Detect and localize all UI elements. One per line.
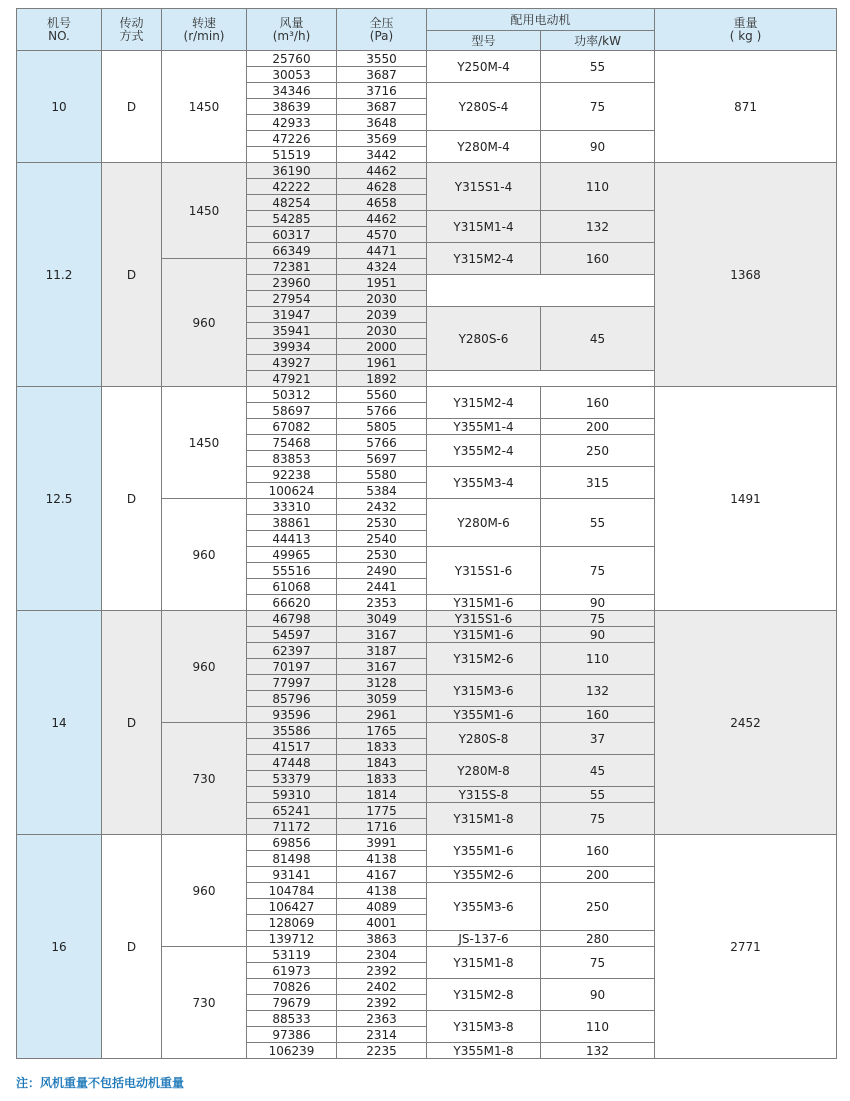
header-fan-no-en: NO. xyxy=(48,28,70,43)
motor-model-cell: Y315S1-6 xyxy=(427,547,541,595)
speed-cell: 1450 xyxy=(162,51,247,163)
pressure-cell: 1833 xyxy=(337,739,427,755)
flow-cell: 93141 xyxy=(247,867,337,883)
header-pressure-line1: 全压 xyxy=(369,15,394,30)
speed-cell: 960 xyxy=(162,499,247,611)
motor-power-cell: 280 xyxy=(541,931,655,947)
flow-cell: 60317 xyxy=(247,227,337,243)
flow-cell: 47226 xyxy=(247,131,337,147)
motor-power-cell: 110 xyxy=(541,1011,655,1043)
flow-cell: 85796 xyxy=(247,691,337,707)
pressure-cell: 2441 xyxy=(337,579,427,595)
table-row xyxy=(17,835,837,851)
pressure-cell: 2000 xyxy=(337,339,427,355)
flow-cell: 70826 xyxy=(247,979,337,995)
drive-cell: D xyxy=(102,835,162,1059)
motor-model-cell: Y280M-6 xyxy=(427,499,541,547)
pressure-cell: 3550 xyxy=(337,51,427,67)
flow-cell: 47448 xyxy=(247,755,337,771)
motor-power-cell: 55 xyxy=(541,51,655,83)
motor-model-cell: Y250M-4 xyxy=(427,51,541,83)
table-row xyxy=(17,387,837,403)
flow-cell: 42933 xyxy=(247,115,337,131)
flow-cell: 23960 xyxy=(247,275,337,291)
header-fan-no xyxy=(17,9,102,51)
motor-power-cell: 250 xyxy=(541,883,655,931)
motor-power-cell: 75 xyxy=(541,611,655,627)
motor-model-cell: Y315M3-6 xyxy=(427,675,541,707)
flow-cell: 39934 xyxy=(247,339,337,355)
motor-model-cell: Y355M1-4 xyxy=(427,419,541,435)
pressure-cell: 5384 xyxy=(337,483,427,499)
motor-power-cell: 55 xyxy=(541,499,655,547)
pressure-cell: 3687 xyxy=(337,67,427,83)
flow-cell: 104784 xyxy=(247,883,337,899)
pressure-cell: 5580 xyxy=(337,467,427,483)
pressure-cell: 2030 xyxy=(337,323,427,339)
fan-no-cell: 16 xyxy=(17,835,102,1059)
pressure-cell: 3648 xyxy=(337,115,427,131)
flow-cell: 47921 xyxy=(247,371,337,387)
weight-cell: 1368 xyxy=(655,163,837,387)
motor-power-cell: 250 xyxy=(541,435,655,467)
pressure-cell: 1765 xyxy=(337,723,427,739)
pressure-cell: 1814 xyxy=(337,787,427,803)
pressure-cell: 3716 xyxy=(337,83,427,99)
motor-power-cell: 75 xyxy=(541,803,655,835)
weight-cell: 871 xyxy=(655,51,837,163)
drive-cell: D xyxy=(102,387,162,611)
flow-cell: 58697 xyxy=(247,403,337,419)
pressure-cell: 1892 xyxy=(337,371,427,387)
flow-cell: 93596 xyxy=(247,707,337,723)
flow-cell: 51519 xyxy=(247,147,337,163)
flow-cell: 70197 xyxy=(247,659,337,675)
flow-cell: 34346 xyxy=(247,83,337,99)
pressure-cell: 3059 xyxy=(337,691,427,707)
flow-cell: 106239 xyxy=(247,1043,337,1059)
motor-power-cell: 75 xyxy=(541,547,655,595)
motor-model-cell: Y355M3-4 xyxy=(427,467,541,499)
flow-cell: 75468 xyxy=(247,435,337,451)
flow-cell: 65241 xyxy=(247,803,337,819)
motor-power-cell: 37 xyxy=(541,723,655,755)
motor-power-cell: 45 xyxy=(541,307,655,371)
pressure-cell: 4138 xyxy=(337,883,427,899)
footnote: 注：风机重量不包括电动机重量 xyxy=(16,1076,185,1090)
motor-model-cell: Y315M2-6 xyxy=(427,643,541,675)
fan-no-cell: 10 xyxy=(17,51,102,163)
flow-cell: 61068 xyxy=(247,579,337,595)
header-weight-line1: 重量 xyxy=(733,15,758,30)
header-speed-line2: (r/min) xyxy=(183,28,225,43)
pressure-cell: 2039 xyxy=(337,307,427,323)
pressure-cell: 4462 xyxy=(337,163,427,179)
motor-model-cell: Y355M1-8 xyxy=(427,1043,541,1059)
pressure-cell: 4138 xyxy=(337,851,427,867)
pressure-cell: 4001 xyxy=(337,915,427,931)
pressure-cell: 5766 xyxy=(337,403,427,419)
weight-cell: 1491 xyxy=(655,387,837,611)
fan-spec-table xyxy=(16,8,837,1059)
motor-model-cell: Y355M2-6 xyxy=(427,867,541,883)
flow-cell: 59310 xyxy=(247,787,337,803)
pressure-cell: 2304 xyxy=(337,947,427,963)
pressure-cell: 2314 xyxy=(337,1027,427,1043)
flow-cell: 43927 xyxy=(247,355,337,371)
motor-model-cell: Y280S-8 xyxy=(427,723,541,755)
pressure-cell: 2030 xyxy=(337,291,427,307)
pressure-cell: 2353 xyxy=(337,595,427,611)
speed-cell: 960 xyxy=(162,835,247,947)
flow-cell: 30053 xyxy=(247,67,337,83)
pressure-cell: 2530 xyxy=(337,547,427,563)
flow-cell: 33310 xyxy=(247,499,337,515)
motor-power-cell: 90 xyxy=(541,595,655,611)
motor-model-cell: Y280S-6 xyxy=(427,307,541,371)
header-flow-line2: (m³/h) xyxy=(272,28,311,43)
pressure-cell: 4658 xyxy=(337,195,427,211)
header-flow xyxy=(247,9,337,51)
table-row xyxy=(17,163,837,179)
pressure-cell: 4167 xyxy=(337,867,427,883)
flow-cell: 88533 xyxy=(247,1011,337,1027)
motor-model-cell: Y315M2-4 xyxy=(427,243,541,275)
flow-cell: 49965 xyxy=(247,547,337,563)
flow-cell: 62397 xyxy=(247,643,337,659)
flow-cell: 72381 xyxy=(247,259,337,275)
header-weight-line2: ( kg ) xyxy=(729,28,762,43)
drive-cell: D xyxy=(102,163,162,387)
pressure-cell: 2392 xyxy=(337,995,427,1011)
pressure-cell: 2363 xyxy=(337,1011,427,1027)
motor-power-cell: 200 xyxy=(541,419,655,435)
pressure-cell: 2432 xyxy=(337,499,427,515)
header-speed-line1: 转速 xyxy=(191,15,216,30)
flow-cell: 128069 xyxy=(247,915,337,931)
motor-power-cell: 75 xyxy=(541,947,655,979)
drive-cell: D xyxy=(102,611,162,835)
flow-cell: 83853 xyxy=(247,451,337,467)
header-weight xyxy=(655,9,837,51)
flow-cell: 48254 xyxy=(247,195,337,211)
pressure-cell: 3167 xyxy=(337,659,427,675)
motor-power-cell: 160 xyxy=(541,707,655,723)
motor-power-cell: 90 xyxy=(541,627,655,643)
motor-model-cell: Y315M2-8 xyxy=(427,979,541,1011)
pressure-cell: 1843 xyxy=(337,755,427,771)
pressure-cell: 2490 xyxy=(337,563,427,579)
header-motor-group: 配用电动机 xyxy=(427,9,655,31)
pressure-cell: 5697 xyxy=(337,451,427,467)
pressure-cell: 4324 xyxy=(337,259,427,275)
motor-power-cell: 75 xyxy=(541,83,655,131)
fan-no-cell: 12.5 xyxy=(17,387,102,611)
flow-cell: 36190 xyxy=(247,163,337,179)
motor-model-cell: Y315M3-8 xyxy=(427,1011,541,1043)
flow-cell: 50312 xyxy=(247,387,337,403)
flow-cell: 139712 xyxy=(247,931,337,947)
motor-power-cell: 315 xyxy=(541,467,655,499)
fan-no-cell: 14 xyxy=(17,611,102,835)
flow-cell: 77997 xyxy=(247,675,337,691)
flow-cell: 53379 xyxy=(247,771,337,787)
flow-cell: 46798 xyxy=(247,611,337,627)
pressure-cell: 5766 xyxy=(337,435,427,451)
flow-cell: 54285 xyxy=(247,211,337,227)
motor-power-cell: 132 xyxy=(541,211,655,243)
pressure-cell: 2540 xyxy=(337,531,427,547)
flow-cell: 31947 xyxy=(247,307,337,323)
table-row xyxy=(17,611,837,627)
pressure-cell: 2961 xyxy=(337,707,427,723)
speed-cell: 730 xyxy=(162,947,247,1059)
motor-model-cell: Y280M-8 xyxy=(427,755,541,787)
speed-cell: 1450 xyxy=(162,163,247,259)
table-body xyxy=(17,51,837,1059)
flow-cell: 79679 xyxy=(247,995,337,1011)
motor-model-cell: Y315S1-4 xyxy=(427,163,541,211)
flow-cell: 71172 xyxy=(247,819,337,835)
pressure-cell: 4471 xyxy=(337,243,427,259)
flow-cell: 41517 xyxy=(247,739,337,755)
motor-model-cell: Y315M1-8 xyxy=(427,947,541,979)
header-drive-line1: 传动 xyxy=(119,15,144,30)
motor-model-cell: Y315M1-4 xyxy=(427,211,541,243)
speed-cell: 1450 xyxy=(162,387,247,499)
flow-cell: 100624 xyxy=(247,483,337,499)
speed-cell: 960 xyxy=(162,259,247,387)
pressure-cell: 1716 xyxy=(337,819,427,835)
header-fan-no-cn: 机号 xyxy=(46,15,71,30)
header-motor-power: 功率/kW xyxy=(541,31,655,51)
pressure-cell: 1833 xyxy=(337,771,427,787)
pressure-cell: 3991 xyxy=(337,835,427,851)
motor-model-cell: Y355M2-4 xyxy=(427,435,541,467)
flow-cell: 66620 xyxy=(247,595,337,611)
motor-power-cell: 200 xyxy=(541,867,655,883)
table-row xyxy=(17,51,837,67)
header-motor-model: 型号 xyxy=(427,31,541,51)
motor-model-cell: Y355M1-6 xyxy=(427,707,541,723)
motor-model-cell: Y315S1-6 xyxy=(427,611,541,627)
pressure-cell: 4628 xyxy=(337,179,427,195)
flow-cell: 44413 xyxy=(247,531,337,547)
flow-cell: 55516 xyxy=(247,563,337,579)
flow-cell: 25760 xyxy=(247,51,337,67)
flow-cell: 67082 xyxy=(247,419,337,435)
flow-cell: 66349 xyxy=(247,243,337,259)
speed-cell: 960 xyxy=(162,611,247,723)
flow-cell: 27954 xyxy=(247,291,337,307)
motor-model-cell: Y315M1-6 xyxy=(427,627,541,643)
header-drive-line2: 方式 xyxy=(119,28,144,43)
fan-no-cell: 11.2 xyxy=(17,163,102,387)
motor-power-cell: 45 xyxy=(541,755,655,787)
pressure-cell: 3442 xyxy=(337,147,427,163)
speed-cell: 730 xyxy=(162,723,247,835)
pressure-cell: 5560 xyxy=(337,387,427,403)
motor-power-cell: 110 xyxy=(541,643,655,675)
motor-power-cell: 160 xyxy=(541,835,655,867)
motor-model-cell: JS-137-6 xyxy=(427,931,541,947)
pressure-cell: 2235 xyxy=(337,1043,427,1059)
motor-power-cell: 132 xyxy=(541,675,655,707)
motor-power-cell: 132 xyxy=(541,1043,655,1059)
motor-power-cell: 55 xyxy=(541,787,655,803)
flow-cell: 106427 xyxy=(247,899,337,915)
header-pressure-line2: (Pa) xyxy=(369,28,394,43)
weight-cell: 2452 xyxy=(655,611,837,835)
motor-power-cell: 110 xyxy=(541,163,655,211)
motor-model-cell: Y280S-4 xyxy=(427,83,541,131)
flow-cell: 61973 xyxy=(247,963,337,979)
motor-power-cell: 90 xyxy=(541,979,655,1011)
motor-model-cell: Y280M-4 xyxy=(427,131,541,163)
pressure-cell: 2530 xyxy=(337,515,427,531)
weight-cell: 2771 xyxy=(655,835,837,1059)
motor-power-cell: 160 xyxy=(541,387,655,419)
flow-cell: 54597 xyxy=(247,627,337,643)
flow-cell: 35941 xyxy=(247,323,337,339)
flow-cell: 38639 xyxy=(247,99,337,115)
header-pressure xyxy=(337,9,427,51)
pressure-cell: 4462 xyxy=(337,211,427,227)
pressure-cell: 4089 xyxy=(337,899,427,915)
flow-cell: 53119 xyxy=(247,947,337,963)
pressure-cell: 3687 xyxy=(337,99,427,115)
flow-cell: 42222 xyxy=(247,179,337,195)
flow-cell: 35586 xyxy=(247,723,337,739)
pressure-cell: 1775 xyxy=(337,803,427,819)
pressure-cell: 4570 xyxy=(337,227,427,243)
flow-cell: 81498 xyxy=(247,851,337,867)
pressure-cell: 3128 xyxy=(337,675,427,691)
pressure-cell: 3187 xyxy=(337,643,427,659)
motor-power-cell: 90 xyxy=(541,131,655,163)
motor-power-cell: 160 xyxy=(541,243,655,275)
header-drive xyxy=(102,9,162,51)
flow-cell: 97386 xyxy=(247,1027,337,1043)
pressure-cell: 5805 xyxy=(337,419,427,435)
pressure-cell: 2392 xyxy=(337,963,427,979)
drive-cell: D xyxy=(102,51,162,163)
motor-model-cell: Y355M3-6 xyxy=(427,883,541,931)
motor-model-cell: Y315M2-4 xyxy=(427,387,541,419)
pressure-cell: 3167 xyxy=(337,627,427,643)
motor-model-cell: Y315M1-6 xyxy=(427,595,541,611)
header-speed xyxy=(162,9,247,51)
flow-cell: 92238 xyxy=(247,467,337,483)
motor-model-cell: Y315M1-8 xyxy=(427,803,541,835)
pressure-cell: 3863 xyxy=(337,931,427,947)
flow-cell: 38861 xyxy=(247,515,337,531)
flow-cell: 69856 xyxy=(247,835,337,851)
pressure-cell: 2402 xyxy=(337,979,427,995)
pressure-cell: 3569 xyxy=(337,131,427,147)
pressure-cell: 3049 xyxy=(337,611,427,627)
motor-model-cell: Y315S-8 xyxy=(427,787,541,803)
pressure-cell: 1961 xyxy=(337,355,427,371)
pressure-cell: 1951 xyxy=(337,275,427,291)
motor-model-cell: Y355M1-6 xyxy=(427,835,541,867)
header-flow-line1: 风量 xyxy=(279,15,304,30)
